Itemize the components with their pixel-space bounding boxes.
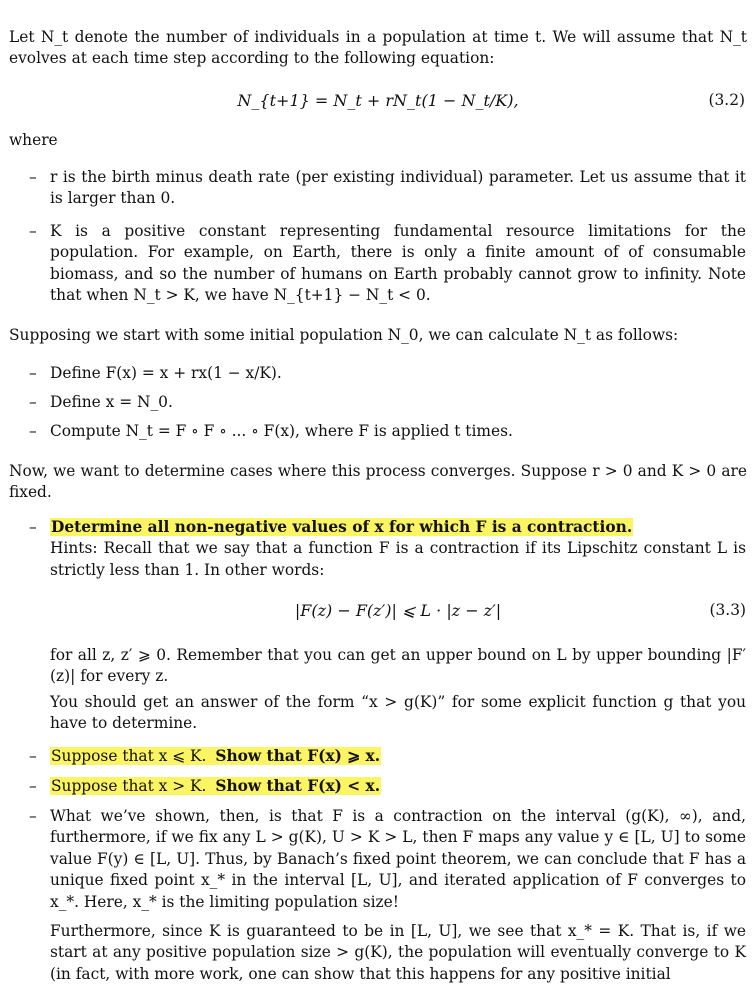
question-show-geq <box>29 746 746 767</box>
highlight-premise: Suppose that x ⩽ K. <box>51 747 207 765</box>
equation-number: (3.2) <box>708 91 745 109</box>
list-dash: – <box>29 393 37 411</box>
question-show-lt <box>29 776 746 797</box>
step-text: Define x = N_0. <box>50 393 173 411</box>
where-label: where <box>9 131 58 149</box>
highlight-claim: Show that F(x) ⩾ x. <box>215 747 381 765</box>
list-item-r <box>29 167 746 210</box>
step-compute <box>29 421 746 442</box>
equation-number: (3.3) <box>709 601 746 619</box>
equation-text: N_{t+1} = N_t + rN_t(1 − N_t/K), <box>237 91 519 110</box>
now-paragraph: Now, we want to determine cases where this process converges. Suppose r > 0 and K > 0 are fixed. <box>9 462 747 502</box>
highlight-claim: Show that F(x) < x. <box>215 777 381 795</box>
list-dash: – <box>29 422 37 440</box>
step-define-x <box>29 392 746 413</box>
step-text: Define F(x) = x + rx(1 − x/K). <box>50 364 282 382</box>
equation-3-3 <box>50 600 746 624</box>
list-dash: – <box>29 518 37 536</box>
list-dash: – <box>29 168 37 186</box>
furthermore-paragraph: Furthermore, since K is guaranteed to be in [L, U], we see that x_* = K. That is, if we start at any positive population size > g(K), the population will eventually converge to K (in fact, with more work, one can show that this happens for any positive initial <box>50 922 746 983</box>
list-dash: – <box>29 747 37 765</box>
question-contraction <box>29 517 746 581</box>
supposing-paragraph: Supposing we start with some initial population N_0, we can calculate N_t as follows: <box>9 326 679 344</box>
highlight-premise: Suppose that x > K. <box>51 777 207 795</box>
list-dash: – <box>29 777 37 795</box>
question-answer-form: You should get an answer of the form “x > g(K)” for some explicit function g that you have to determine. <box>50 693 746 733</box>
intro-paragraph: Let N_t denote the number of individuals in a population at time t. We will assume that N_t evolves at each time step according to the following equation: <box>9 28 747 68</box>
conclusion-item <box>29 806 746 913</box>
conclusion-text: What we’ve shown, then, is that F is a contraction on the interval (g(K), ∞), and, furthermore, if we fix any L > g(K), U > K > L, then F maps any value y ∈ [L, U] to some value F(y) ∈ [L, U]. Thus, by Banach’s fixed point theorem, we can conclude that F has a unique fixed point x_* in the interval [L, U], and iterated application of F converges to x_*. Here, x_* is the limiting population size! <box>50 807 746 911</box>
list-item-k <box>29 221 746 307</box>
equation-text: |F(z) − F(z′)| ⩽ L · |z − z′| <box>294 601 502 620</box>
list-dash: – <box>29 364 37 382</box>
question-after-equation: for all z, z′ ⩾ 0. Remember that you can get an upper bound on L by upper bounding |F′(z)| for every z. <box>50 646 746 686</box>
question-title-highlight: Determine all non-negative values of x for which F is a contraction. <box>51 518 633 536</box>
list-dash: – <box>29 222 37 240</box>
list-item-text: K is a positive constant representing fundamental resource limitations for the population. For example, on Earth, there is only a finite amount of of consumable biomass, and so the number of humans on Earth probably cannot grow to infinity. Note that when N_t > K, we have N_{t+1} − N_t < 0. <box>50 222 746 305</box>
step-text: Compute N_t = F ∘ F ∘ ... ∘ F(x), where F is applied t times. <box>50 422 513 440</box>
equation-3-2 <box>0 90 756 114</box>
step-define-f <box>29 363 746 384</box>
list-dash: – <box>29 807 37 825</box>
list-item-text: r is the birth minus death rate (per existing individual) parameter. Let us assume that it is larger than 0. <box>50 168 746 208</box>
question-hint: Hints: Recall that we say that a function F is a contraction if its Lipschitz constant L is strictly less than 1. In other words: <box>50 539 746 579</box>
